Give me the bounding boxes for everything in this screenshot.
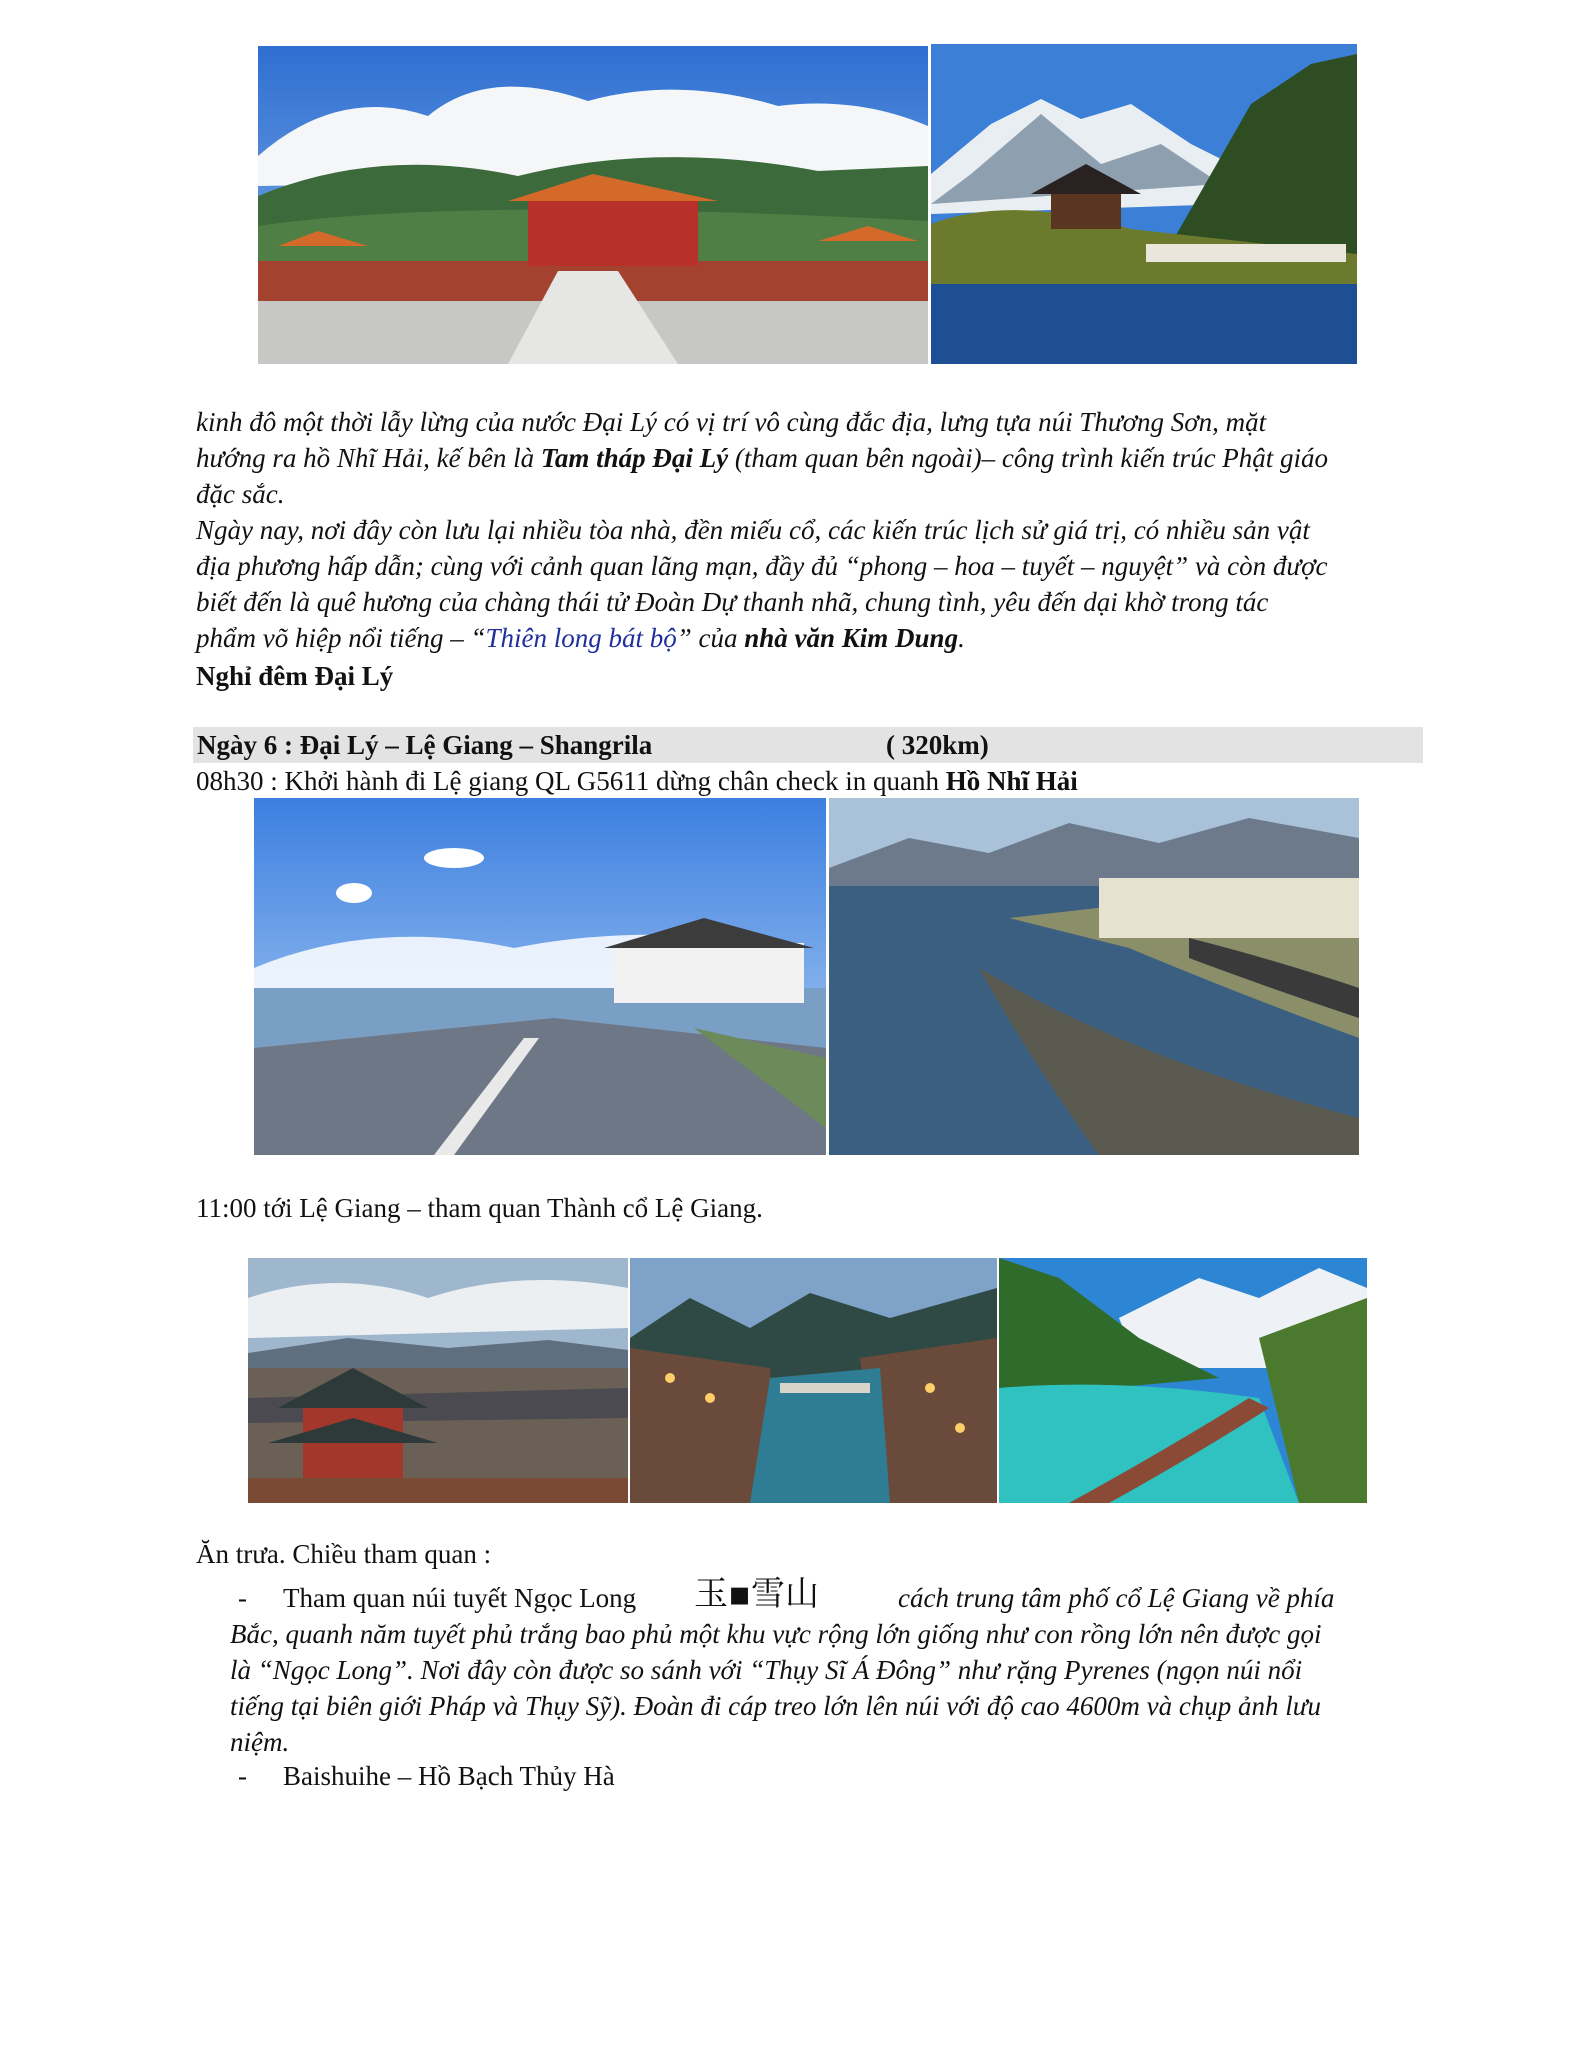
day6-arrive: 11:00 tới Lệ Giang – tham quan Thành cổ Lệ Giang. xyxy=(196,1193,763,1223)
lunch-line: Ăn trưa. Chiều tham quan : xyxy=(196,1539,492,1569)
intro-line-4: Ngày nay, nơi đây còn lưu lại nhiều tòa nhà, đền miếu cổ, các kiến trúc lịch sử giá trị, có nhiều sản vật xyxy=(196,515,1310,545)
bullet-1-line-3: là “Ngọc Long”. Nơi đây còn được so sánh với “Thụy Sĩ Á Đông” như rặng Pyrenes (ngọn núi nổi xyxy=(230,1655,1303,1685)
day6-distance: ( 320km) xyxy=(886,730,989,760)
day6-header xyxy=(193,727,1423,763)
intro-line-2: hướng ra hồ Nhĩ Hải, kế bên là Tam tháp Đại Lý (tham quan bên ngoài)– công trình kiến trúc Phật giáo xyxy=(196,443,1329,473)
photo-lijiang-roofs xyxy=(248,1258,628,1503)
kim-dung: nhà văn Kim Dung xyxy=(744,623,959,653)
intro-line-7: phẩm võ hiệp nổi tiếng – “Thiên long bát bộ” của nhà văn Kim Dung. xyxy=(196,623,965,653)
bullet-2-text: Baishuihe – Hồ Bạch Thủy Hà xyxy=(283,1761,615,1791)
bullet-1-line-2: Bắc, quanh năm tuyết phủ trắng bao phủ một khu vực rộng lớn giống như con rồng lớn nên được gọi xyxy=(230,1619,1322,1649)
photo-dali-temple xyxy=(258,46,928,364)
photo-erhai-shore xyxy=(829,798,1359,1155)
intro-line-5: địa phương hấp dẫn; cùng với cảnh quan lãng mạn, đầy đủ “phong – hoa – tuyết – nguyệt” và còn được xyxy=(196,551,1328,581)
photo-baishuihe xyxy=(999,1258,1367,1503)
day6-depart: 08h30 : Khởi hành đi Lệ giang QL G5611 dừng chân check in quanh Hồ Nhĩ Hải xyxy=(196,766,1078,796)
intro-line-3: đặc sắc. xyxy=(196,479,285,509)
bullet-1-label: Tham quan núi tuyết Ngọc Long xyxy=(283,1583,637,1613)
intro-line-6: biết đến là quê hương của chàng thái tử Đoàn Dự thanh nhã, chung tình, yêu đến dại khờ trong tác xyxy=(196,587,1269,617)
intro-line-1: kinh đô một thời lẫy lừng của nước Đại Lý có vị trí vô cùng đắc địa, lưng tựa núi Thương Sơn, mặt xyxy=(196,407,1267,437)
photo-lijiang-pagoda xyxy=(931,44,1357,364)
bullet-1-chinese: 玉▪雪山 xyxy=(694,1574,820,1614)
day6-title: Ngày 6 : Đại Lý – Lệ Giang – Shangrila xyxy=(197,730,653,760)
overnight-dali: Nghỉ đêm Đại Lý xyxy=(196,661,394,691)
bullet-1-line-5: niệm. xyxy=(230,1727,290,1757)
bullet-1-rest: cách trung tâm phố cổ Lệ Giang về phía xyxy=(898,1583,1335,1613)
bullet-2-dash: - xyxy=(238,1761,247,1791)
bullet-1-line-4: tiếng tại biên giới Pháp và Thụy Sỹ). Đoàn đi cáp treo lớn lên núi với độ cao 4600m và chụp ảnh lưu xyxy=(230,1691,1322,1721)
thien-long-bat-bo-link[interactable]: Thiên long bát bộ xyxy=(485,623,677,653)
photo-old-town-river xyxy=(630,1258,997,1503)
photo-erhai-road xyxy=(254,798,826,1155)
bullet-1-dash: - xyxy=(238,1583,247,1613)
tam-thap-dai-ly: Tam tháp Đại Lý xyxy=(540,443,729,473)
